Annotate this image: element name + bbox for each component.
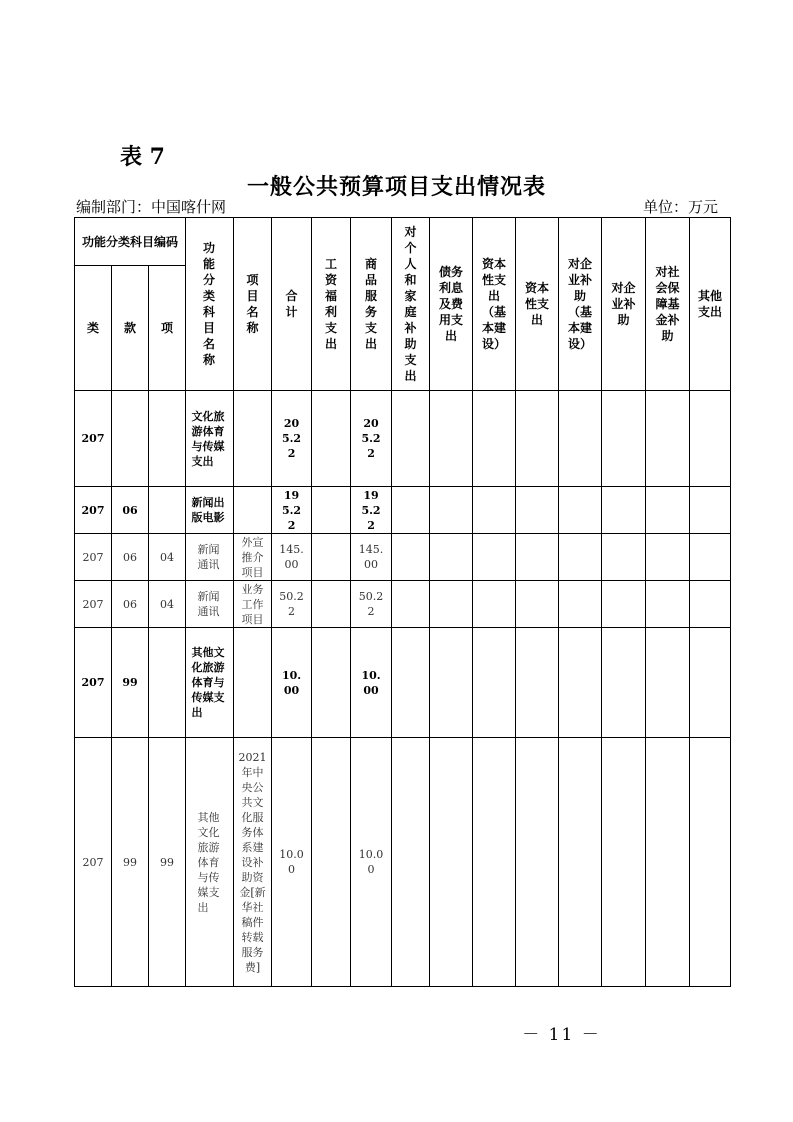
cell-total: 10.00 xyxy=(272,738,312,987)
header-lei: 类 xyxy=(75,266,112,391)
table-row xyxy=(75,738,731,987)
cell-xiang xyxy=(149,628,186,738)
cell-total: 195.22 xyxy=(272,487,312,534)
cell-salary xyxy=(312,738,351,987)
cell-func-name: 文化旅游体育与传媒支出 xyxy=(186,391,234,487)
cell-kuan: 06 xyxy=(112,534,149,581)
cell-project: 2021年中央公共文化服务体系建设补助资金[新华社稿件转载服务费] xyxy=(234,738,272,987)
header-debt: 债务利息及费用支出 xyxy=(430,218,473,391)
cell-func-name: 新闻通讯 xyxy=(186,534,234,581)
table-row xyxy=(75,391,731,487)
cell-kuan: 06 xyxy=(112,487,149,534)
cell-func-name: 其他文化旅游体育与传媒支出 xyxy=(186,738,234,987)
cell-func-name: 新闻通讯 xyxy=(186,581,234,628)
cell-salary xyxy=(312,628,351,738)
header-kuan: 款 xyxy=(112,266,149,391)
header-xiang: 项 xyxy=(149,266,186,391)
unit-row xyxy=(76,196,718,216)
header-salary: 工资福利支出 xyxy=(312,218,351,391)
department-label: 编制部门：中国喀什网 xyxy=(76,198,227,216)
cell-kuan: 99 xyxy=(112,738,149,987)
cell-project: 外宣推介项目 xyxy=(234,534,272,581)
header-individual: 对个人和家庭补助支出 xyxy=(392,218,430,391)
cell-xiang xyxy=(149,487,186,534)
cell-goods: 145.00 xyxy=(351,534,392,581)
cell-lei: 207 xyxy=(75,391,112,487)
cell-kuan: 06 xyxy=(112,581,149,628)
cell-goods: 10.00 xyxy=(351,738,392,987)
header-func-code: 功能分类科目编码 xyxy=(75,218,186,266)
cell-func-name: 其他文化旅游体育与传媒支出 xyxy=(186,628,234,738)
header-total: 合计 xyxy=(272,218,312,391)
table-row xyxy=(75,487,731,534)
header-enterprise-basic: 对企业补助（基本建设） xyxy=(559,218,602,391)
cell-goods: 195.22 xyxy=(351,487,392,534)
cell-total: 205.22 xyxy=(272,391,312,487)
cell-project xyxy=(234,628,272,738)
page-title: 一般公共预算项目支出情况表 xyxy=(246,174,546,200)
cell-salary xyxy=(312,534,351,581)
unit-label: 单位：万元 xyxy=(642,198,718,216)
cell-total: 145.00 xyxy=(272,534,312,581)
cell-goods: 205.22 xyxy=(351,391,392,487)
cell-salary xyxy=(312,581,351,628)
cell-salary xyxy=(312,391,351,487)
cell-project: 业务工作项目 xyxy=(234,581,272,628)
cell-kuan xyxy=(112,391,149,487)
table-label: 表 7 xyxy=(120,144,165,170)
header-capital-basic: 资本性支出（基本建设） xyxy=(473,218,516,391)
cell-kuan: 99 xyxy=(112,628,149,738)
cell-lei: 207 xyxy=(75,487,112,534)
cell-goods: 10.00 xyxy=(351,628,392,738)
header-func-name: 功能分类科目名称 xyxy=(186,218,234,391)
cell-salary xyxy=(312,487,351,534)
header-project-name: 项目名称 xyxy=(234,218,272,391)
cell-total: 50.22 xyxy=(272,581,312,628)
page-number: － 11 － xyxy=(522,1025,601,1045)
cell-xiang xyxy=(149,391,186,487)
cell-project xyxy=(234,391,272,487)
table-row xyxy=(75,581,731,628)
cell-lei: 207 xyxy=(75,581,112,628)
cell-total: 10.00 xyxy=(272,628,312,738)
header-enterprise: 对企业补助 xyxy=(602,218,646,391)
header-row-1 xyxy=(75,218,731,266)
header-goods: 商品服务支出 xyxy=(351,218,392,391)
cell-lei: 207 xyxy=(75,628,112,738)
header-social: 对社会保障基金补助 xyxy=(646,218,690,391)
cell-goods: 50.22 xyxy=(351,581,392,628)
cell-xiang: 99 xyxy=(149,738,186,987)
cell-lei: 207 xyxy=(75,534,112,581)
cell-lei: 207 xyxy=(75,738,112,987)
header-capital: 资本性支出 xyxy=(516,218,559,391)
table-row xyxy=(75,534,731,581)
cell-func-name: 新闻出版电影 xyxy=(186,487,234,534)
table-row xyxy=(75,628,731,738)
cell-project xyxy=(234,487,272,534)
cell-xiang: 04 xyxy=(149,581,186,628)
cell-xiang: 04 xyxy=(149,534,186,581)
budget-table xyxy=(74,217,731,987)
header-other: 其他支出 xyxy=(690,218,731,391)
